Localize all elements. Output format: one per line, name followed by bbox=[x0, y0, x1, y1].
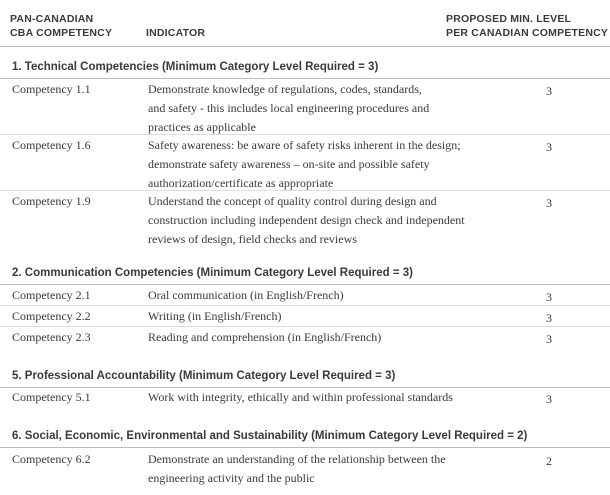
indicator-text bbox=[148, 136, 493, 193]
table-row bbox=[0, 192, 610, 246]
indicator-line: and safety - this includes local engineering procedures and bbox=[148, 101, 430, 115]
header-competency-line1: PAN-CANADIAN bbox=[10, 13, 94, 25]
min-level: 3 bbox=[546, 140, 552, 154]
indicator-line: Reading and comprehension (in English/French) bbox=[148, 330, 382, 344]
section-title: 1. Technical Competencies (Minimum Category Level Required = 3) bbox=[12, 61, 379, 73]
min-level: 3 bbox=[546, 196, 552, 210]
header-competency bbox=[10, 12, 112, 40]
min-level: 3 bbox=[546, 84, 552, 98]
min-level: 3 bbox=[546, 392, 552, 406]
table-row bbox=[0, 328, 610, 347]
indicator-line: Writing (in English/French) bbox=[148, 309, 282, 323]
min-level: 3 bbox=[546, 311, 552, 325]
header-indicator: INDICATOR bbox=[146, 27, 206, 39]
indicator-line: engineering activity and the public bbox=[148, 471, 315, 485]
indicator-text bbox=[148, 80, 493, 137]
section-title: 2. Communication Competencies (Minimum Category Level Required = 3) bbox=[12, 267, 413, 279]
table-row bbox=[0, 80, 610, 135]
header-level-line2: PER CANADIAN COMPETENCY bbox=[446, 27, 609, 39]
table-row bbox=[0, 450, 610, 488]
competency-code: Competency 5.1 bbox=[12, 390, 91, 404]
indicator-line: practices as applicable bbox=[148, 120, 256, 134]
section-heading-6 bbox=[0, 425, 610, 448]
section-title: 5. Professional Accountability (Minimum Category Level Required = 3) bbox=[12, 370, 396, 382]
indicator-text bbox=[148, 450, 493, 488]
indicator-text bbox=[148, 286, 493, 305]
competency-code: Competency 2.3 bbox=[12, 330, 91, 344]
competency-code: Competency 1.9 bbox=[12, 194, 91, 208]
indicator-text bbox=[148, 388, 493, 407]
indicator-line: reviews of design, field checks and reviews bbox=[148, 232, 357, 246]
min-level: 3 bbox=[546, 290, 552, 304]
indicator-text bbox=[148, 192, 493, 249]
min-level: 2 bbox=[546, 454, 552, 468]
competency-code: Competency 1.1 bbox=[12, 82, 91, 96]
indicator-line: Safety awareness: be aware of safety risks inherent in the design; bbox=[148, 138, 461, 152]
indicator-line: demonstrate safety awareness – on-site and possible safety bbox=[148, 157, 430, 171]
table-header bbox=[0, 8, 610, 47]
section-heading-1 bbox=[0, 56, 610, 79]
indicator-line: authorization/certificate as appropriate bbox=[148, 176, 334, 190]
header-level bbox=[446, 12, 608, 40]
section-heading-2 bbox=[0, 262, 610, 285]
header-competency-line2: CBA COMPETENCY bbox=[10, 27, 113, 39]
indicator-text bbox=[148, 328, 493, 347]
indicator-line: Understand the concept of quality control during design and bbox=[148, 194, 437, 208]
indicator-line: Demonstrate knowledge of regulations, codes, standards, bbox=[148, 82, 422, 96]
table-row bbox=[0, 136, 610, 191]
indicator-line: Work with integrity, ethically and within professional standards bbox=[148, 390, 453, 404]
section-heading-5 bbox=[0, 365, 610, 388]
competency-code: Competency 2.1 bbox=[12, 288, 91, 302]
competency-code: Competency 2.2 bbox=[12, 309, 91, 323]
table-row bbox=[0, 388, 610, 407]
table-row bbox=[0, 286, 610, 306]
indicator-line: construction including independent design check and independent bbox=[148, 213, 465, 227]
competency-code: Competency 6.2 bbox=[12, 452, 91, 466]
indicator-text bbox=[148, 307, 493, 326]
competency-code: Competency 1.6 bbox=[12, 138, 91, 152]
indicator-line: Demonstrate an understanding of the relationship between the bbox=[148, 452, 446, 466]
section-title: 6. Social, Economic, Environmental and Sustainability (Minimum Category Level Required = 2) bbox=[12, 430, 528, 442]
header-level-line1: PROPOSED MIN. LEVEL bbox=[446, 13, 572, 25]
min-level: 3 bbox=[546, 332, 552, 346]
indicator-line: Oral communication (in English/French) bbox=[148, 288, 344, 302]
table-row bbox=[0, 307, 610, 327]
